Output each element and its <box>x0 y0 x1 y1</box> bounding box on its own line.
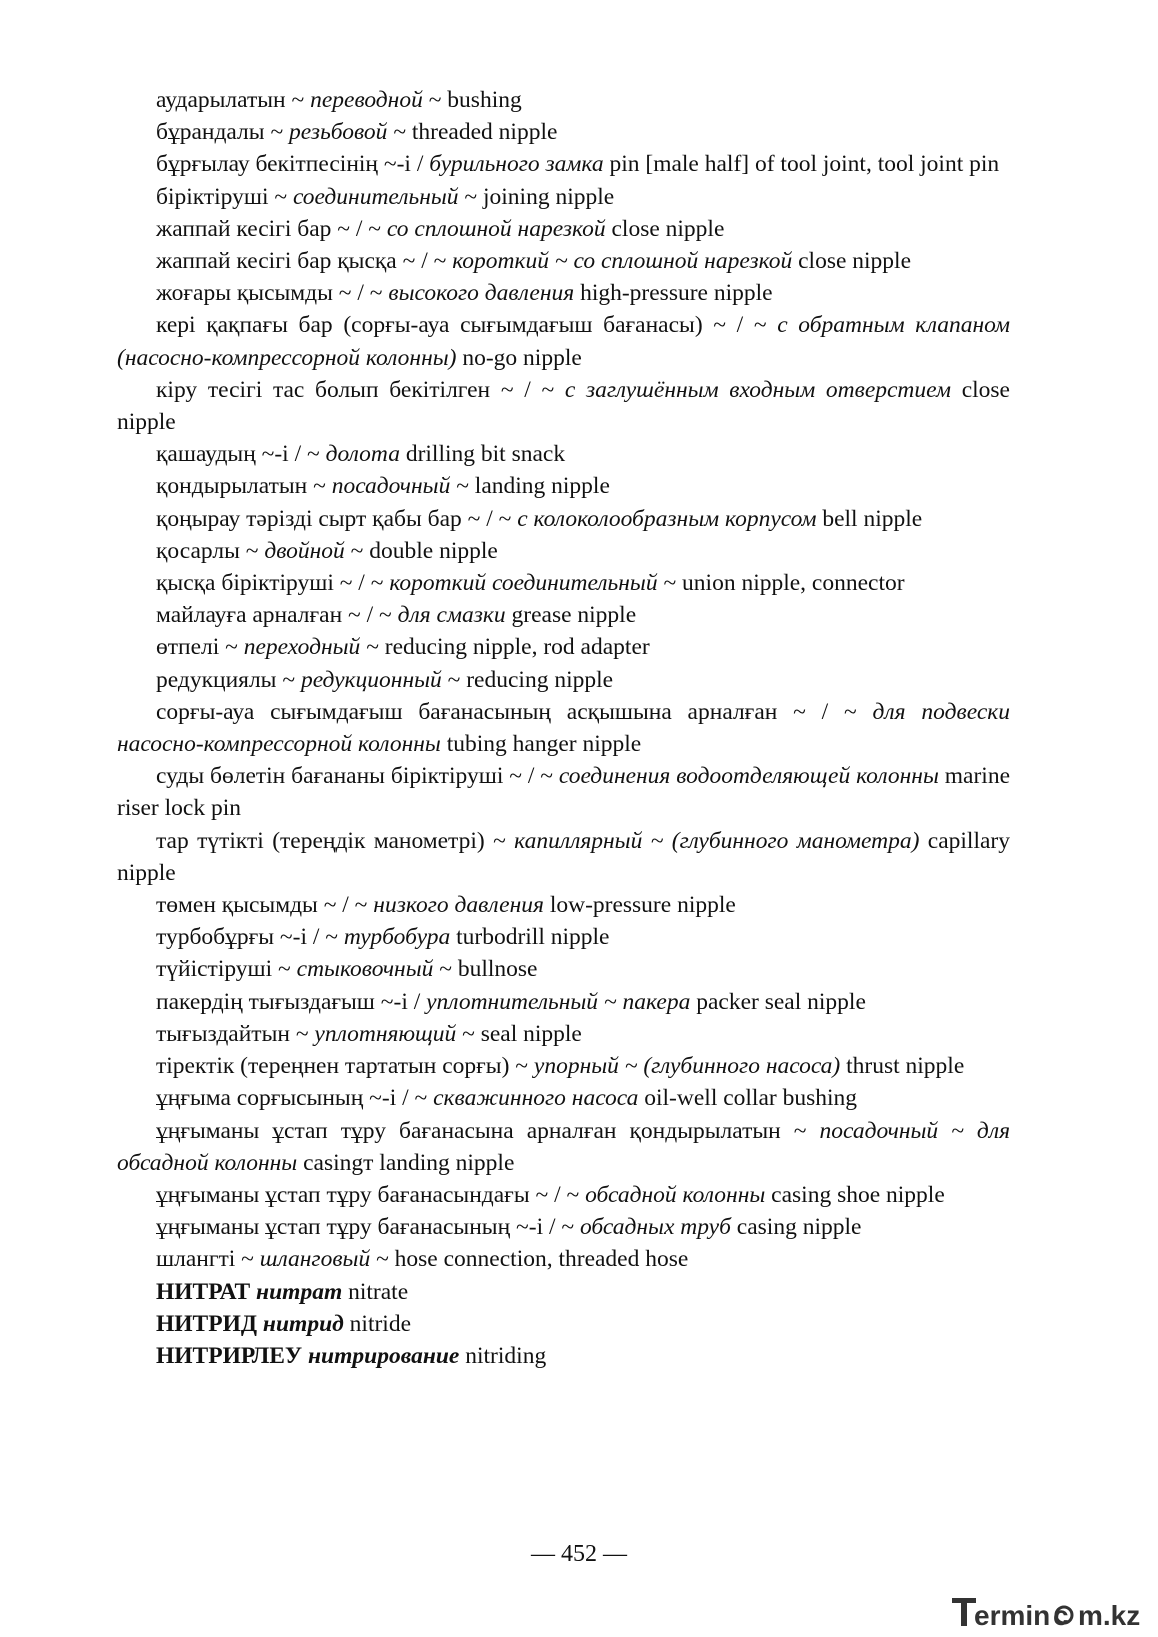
russian-term: двойной <box>264 537 345 564</box>
entry-text: casingт landing nipple <box>297 1149 515 1176</box>
russian-term: скважинного насоса <box>433 1085 639 1112</box>
entry-text: nitriding <box>459 1342 547 1369</box>
entry-text: casing shoe nipple <box>765 1181 945 1208</box>
svg-text:ermin: ermin <box>974 1600 1051 1630</box>
entry-text: marine riser lock pin <box>117 763 1011 822</box>
entry-text: capillary nipple <box>117 827 1010 886</box>
dictionary-entry <box>117 84 1010 116</box>
russian-term: короткий соединительный <box>389 570 658 597</box>
dictionary-text <box>117 84 1010 1372</box>
entry-text: қоңырау тәрізді сырт қабы бар ~ / ~ <box>156 505 518 532</box>
dictionary-entry <box>117 1276 1010 1308</box>
russian-term: соединения водоотделяющей колонны <box>558 763 939 790</box>
russian-term: с обратным клапаном (насосно-компрессорной колонны) <box>117 312 1010 371</box>
entry-text: тар түтікті (тереңдік манометрі) ~ <box>156 827 515 854</box>
entry-text: қосарлы ~ <box>156 537 265 564</box>
russian-term: посадочный ~ для обсадной колонны <box>117 1117 1010 1176</box>
entry-text: casing nipple <box>730 1214 862 1241</box>
russian-term: переводной <box>310 87 423 113</box>
entry-text: суды бөлетін бағананы біріктіруші ~ / ~ <box>156 763 559 790</box>
dictionary-entry <box>117 277 1010 309</box>
entry-text: close nipple <box>792 248 912 275</box>
dictionary-entry <box>117 1211 1010 1243</box>
entry-text: аударылатын ~ <box>156 87 311 113</box>
dictionary-entry <box>117 599 1010 631</box>
entry-text: редукциялы ~ <box>156 666 301 693</box>
headword: НИТРИРЛЕУ <box>156 1342 309 1369</box>
entry-text: turbodrill nipple <box>450 924 610 951</box>
entry-text: майлауға арналған ~ / ~ <box>156 602 398 629</box>
entry-text: бұрандалы ~ <box>156 119 290 146</box>
dictionary-entry <box>117 1115 1010 1179</box>
dictionary-entry <box>117 213 1010 245</box>
russian-term: стыковочный <box>296 956 434 983</box>
entry-text: drilling bit snack <box>399 441 566 468</box>
logo-graphic <box>948 1592 1148 1630</box>
entry-text: ~ threaded nipple <box>387 119 558 146</box>
russian-term: для подвески насосно-компрессорной колонны <box>117 698 1010 758</box>
entry-text: бұрғылау бекітпесінің ~-і / <box>156 151 430 178</box>
headword: НИТРАТ <box>156 1278 257 1305</box>
termincom-logo <box>948 1592 1148 1630</box>
entry-text: сорғы-ауа сығымдағыш бағанасының асқышына арналған ~ / ~ <box>156 698 873 725</box>
entry-text: біріктіруші ~ <box>156 183 293 210</box>
dictionary-entry <box>117 567 1010 599</box>
dictionary-entry <box>117 1340 1010 1372</box>
entry-text: ұңғыманы ұстап тұру бағанасына арналған қондырылатын ~ <box>156 1117 820 1144</box>
entry-text: packer seal nipple <box>690 988 866 1015</box>
entry-text: tubing hanger nipple <box>440 731 642 758</box>
entry-text: кері қақпағы бар (сорғы-ауа сығымдағыш бағанасы) ~ / ~ <box>156 312 778 339</box>
russian-term: уплотнительный ~ пакера <box>426 988 691 1015</box>
entry-text: қысқа біріктіруші ~ / ~ <box>156 570 390 597</box>
entry-text: grease nipple <box>505 602 637 629</box>
dictionary-entry <box>117 664 1010 696</box>
russian-term: высокого давления <box>388 280 575 307</box>
entry-text: ~ hose connection, threaded hose <box>370 1246 689 1273</box>
dictionary-entry <box>117 438 1010 470</box>
russian-term: упорный ~ (глубинного насоса) <box>533 1053 841 1080</box>
entry-text: пакердің тығыздағыш ~-і / <box>156 988 427 1015</box>
entry-text: ~ reducing nipple, rod adapter <box>360 634 650 661</box>
headword: нитрирование <box>308 1342 460 1369</box>
dictionary-entry <box>117 889 1010 921</box>
dictionary-entry <box>117 1308 1010 1340</box>
entry-text: thrust nipple <box>840 1053 965 1080</box>
dictionary-entry <box>117 503 1010 535</box>
entry-text: close nipple <box>605 215 725 242</box>
russian-term: турбобура <box>343 924 451 951</box>
russian-term: шланговый <box>259 1246 371 1273</box>
entry-text: төмен қысымды ~ / ~ <box>156 892 374 919</box>
entry-text: өтпелі ~ <box>156 634 244 661</box>
russian-term: короткий ~ со сплошной нарезкой <box>452 248 793 275</box>
russian-term: резьбовой <box>289 119 388 146</box>
headword: НИТРИД <box>156 1310 263 1337</box>
russian-term: с колоколообразным корпусом <box>517 505 817 532</box>
dictionary-entry <box>117 1050 1010 1082</box>
svg-text:m.kz: m.kz <box>1078 1600 1141 1630</box>
entry-text: қашаудың ~-і / ~ <box>156 441 326 468</box>
entry-text: high-pressure nipple <box>574 280 773 307</box>
entry-text: nitrate <box>342 1278 409 1305</box>
dictionary-entry <box>117 309 1010 373</box>
entry-text: ~ double nipple <box>344 537 498 564</box>
svg-text:c: c <box>1053 1600 1069 1630</box>
dictionary-entry <box>117 374 1010 438</box>
russian-term: низкого давления <box>373 892 544 919</box>
entry-text: close nipple <box>117 376 1010 436</box>
russian-term: капиллярный ~ (глубинного манометра) <box>514 827 920 854</box>
entry-text: ~ landing nipple <box>450 473 610 500</box>
dictionary-entry <box>117 116 1010 148</box>
entry-text: тығыздайтын ~ <box>156 1020 315 1047</box>
entry-text: түйістіруші ~ <box>156 956 297 983</box>
russian-term: соединительный <box>292 183 459 210</box>
russian-term: посадочный <box>331 473 451 500</box>
entry-text: ұңғыманы ұстап тұру бағанасының ~-і / ~ <box>156 1214 580 1241</box>
dictionary-entry <box>117 1082 1010 1114</box>
page-number: — 452 — <box>531 1541 627 1567</box>
entry-text: ұңғыма сорғысының ~-і / ~ <box>156 1085 434 1112</box>
russian-term: со сплошной нарезкой <box>386 215 606 242</box>
entry-text: турбобұрғы ~-і / ~ <box>156 924 344 951</box>
entry-text: қондырылатын ~ <box>156 473 332 500</box>
entry-text: ұңғыманы ұстап тұру бағанасындағы ~ / ~ <box>156 1181 586 1208</box>
dictionary-entry <box>117 1243 1010 1275</box>
entry-text: ~ seal nipple <box>456 1020 582 1047</box>
entry-text: pin [male half] of tool joint, tool joint pin <box>603 151 1000 178</box>
dictionary-entry <box>117 921 1010 953</box>
russian-term: для смазки <box>397 602 506 629</box>
russian-term: долота <box>325 441 400 468</box>
entry-text: bell nipple <box>816 505 923 532</box>
entry-text: жоғары қысымды ~ / ~ <box>156 280 389 307</box>
russian-term: с заглушённым входным отверстием <box>564 376 951 403</box>
dictionary-entry <box>117 535 1010 567</box>
dictionary-entry <box>117 1018 1010 1050</box>
entry-text: oil-well collar bushing <box>638 1085 858 1112</box>
entry-text: low-pressure nipple <box>543 892 736 919</box>
dictionary-entry <box>117 986 1010 1018</box>
entry-text: кіру тесігі тас болып бекітілген ~ / ~ <box>156 376 565 403</box>
entry-text: жаппай кесігі бар қысқа ~ / ~ <box>156 248 453 275</box>
russian-term: уплотняющий <box>314 1020 457 1047</box>
russian-term: переходный <box>243 634 361 661</box>
dictionary-entry <box>117 953 1010 985</box>
dictionary-entry <box>117 696 1010 760</box>
dictionary-entry <box>117 631 1010 663</box>
entry-text: ~ union nipple, connector <box>657 570 905 597</box>
entry-text: ~ bullnose <box>433 956 538 983</box>
dictionary-entry <box>117 825 1010 889</box>
entry-text: no-go nipple <box>456 344 582 371</box>
entry-text: nitride <box>343 1310 412 1337</box>
russian-term: обсадных труб <box>579 1214 731 1241</box>
dictionary-entry <box>117 470 1010 502</box>
dictionary-entry <box>117 181 1010 213</box>
entry-text: ~ reducing nipple <box>441 666 614 693</box>
entry-text: ~ joining nipple <box>458 183 615 210</box>
dictionary-entry <box>117 760 1010 824</box>
dictionary-entry <box>117 245 1010 277</box>
entry-text: тіректік (тереңнен тартатын сорғы) ~ <box>156 1053 534 1080</box>
russian-term: бурильного замка <box>429 151 604 178</box>
dictionary-entry <box>117 148 1010 180</box>
headword: нитрат <box>256 1278 343 1305</box>
russian-term: обсадной колонны <box>585 1181 766 1208</box>
entry-text: шлангті ~ <box>156 1246 260 1273</box>
entry-text: жаппай кесігі бар ~ / ~ <box>156 215 387 242</box>
russian-term: редукционный <box>300 666 442 693</box>
entry-text: ~ bushing <box>422 87 522 113</box>
headword: нитрид <box>262 1310 344 1337</box>
dictionary-entry <box>117 1179 1010 1211</box>
